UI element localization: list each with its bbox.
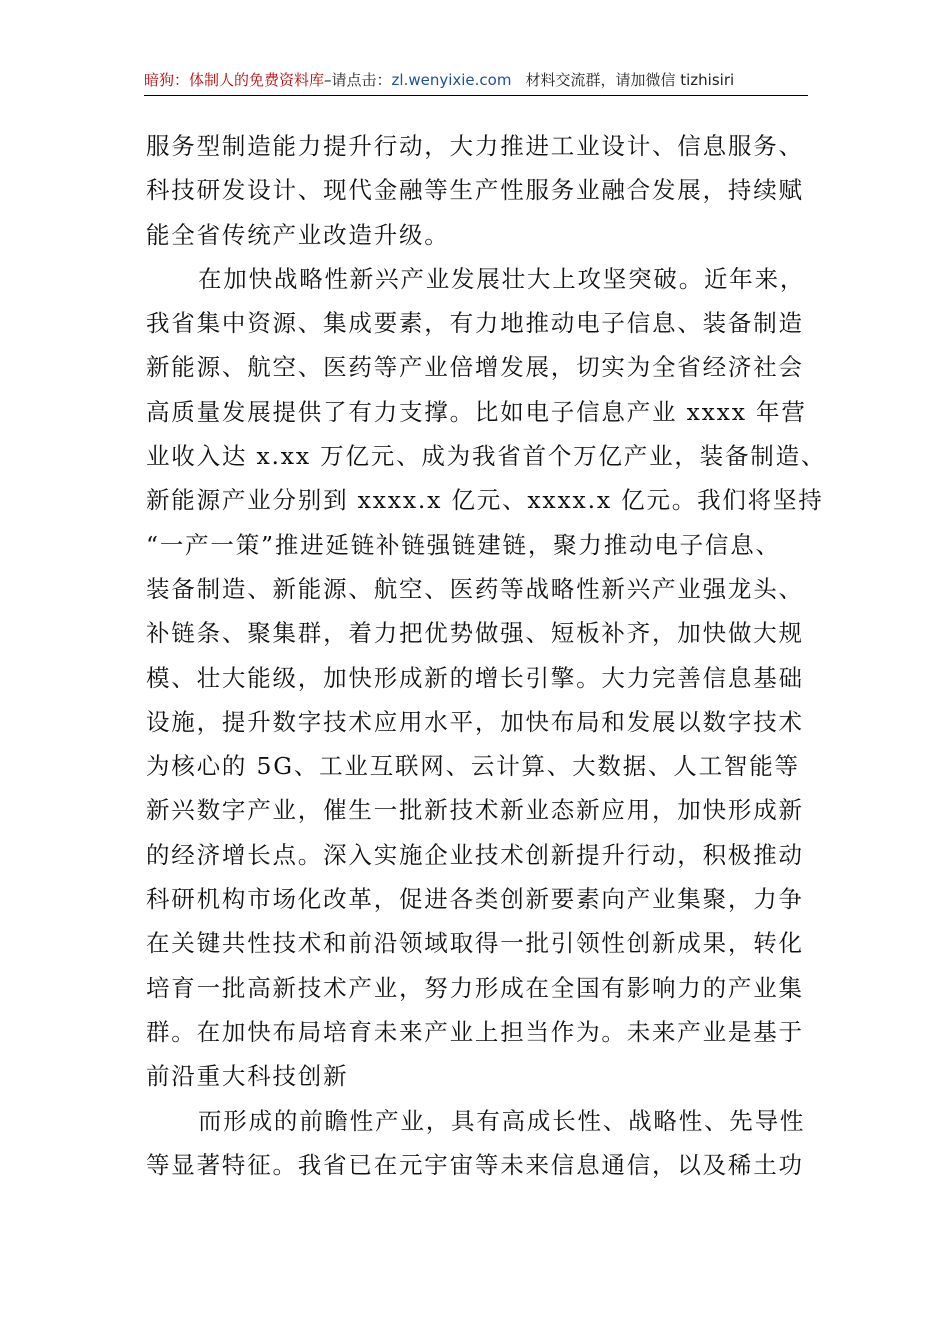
paragraph-first-line: 而形成的前瞻性产业，具有高成长性、战略性、先导性 (198, 1106, 806, 1135)
body-line: 科技研发设计、现代金融等生产性服务业融合发展，持续赋 (146, 176, 804, 205)
body-line: 新能源、航空、医药等产业倍增发展，切实为全省经济社会 (146, 353, 804, 382)
document-body (146, 124, 827, 1187)
header-wechat-note: 材料交流群，请加微信 tizhisiri (525, 71, 735, 89)
header-brand: 暗狗：体制人的免费资料库 (144, 71, 325, 89)
body-line: 补链条、聚集群，着力把优势做强、短板补齐，加快做大规 (146, 619, 804, 648)
body-line: “一产一策”推进延链补链强链建链，聚力推动电子信息、 (146, 530, 781, 559)
body-line: 高质量发展提供了有力支撑。比如电子信息产业 xxxx 年营 (146, 397, 807, 426)
body-line: 为核心的 5G、工业互联网、云计算、大数据、人工智能等 (146, 752, 800, 781)
header-url-link[interactable]: zl.wenyixie.com (391, 71, 512, 89)
body-line: 设施，提升数字技术应用水平，加快布局和发展以数字技术 (146, 707, 804, 736)
header-divider (144, 95, 808, 96)
body-line: 前沿重大科技创新 (146, 1062, 349, 1091)
body-line: 等显著特征。我省已在元宇宙等未来信息通信，以及稀土功 (146, 1150, 804, 1179)
body-line: 装备制造、新能源、航空、医药等战略性新兴产业强龙头、 (146, 574, 804, 603)
body-line: 我省集中资源、集成要素，有力地推动电子信息、装备制造 (146, 309, 804, 338)
body-line: 模、壮大能级，加快形成新的增长引擎。大力完善信息基础 (146, 663, 804, 692)
header-click-prefix: –请点击： (324, 71, 392, 89)
paragraph-first-line: 在加快战略性新兴产业发展壮大上攻坚突破。近年来， (198, 264, 806, 293)
page-header (144, 66, 808, 94)
body-line: 新兴数字产业，催生一批新技术新业态新应用，加快形成新 (146, 796, 804, 825)
body-line: 群。在加快布局培育未来产业上担当作为。未来产业是基于 (146, 1017, 804, 1046)
body-line: 服务型制造能力提升行动，大力推进工业设计、信息服务、 (146, 132, 804, 160)
body-line: 在关键共性技术和前沿领域取得一批引领性创新成果，转化 (146, 929, 804, 958)
body-line: 培育一批高新技术产业，努力形成在全国有影响力的产业集 (146, 973, 804, 1002)
body-line: 业收入达 x.xx 万亿元、成为我省首个万亿产业，装备制造、 (146, 442, 827, 471)
body-line: 科研机构市场化改革，促进各类创新要素向产业集聚，力争 (146, 885, 804, 914)
body-line: 新能源产业分别到 xxxx.x 亿元、xxxx.x 亿元。我们将坚持 (146, 486, 824, 515)
body-line: 能全省传统产业改造升级。 (146, 220, 450, 249)
body-line: 的经济增长点。深入实施企业技术创新提升行动，积极推动 (146, 840, 804, 869)
